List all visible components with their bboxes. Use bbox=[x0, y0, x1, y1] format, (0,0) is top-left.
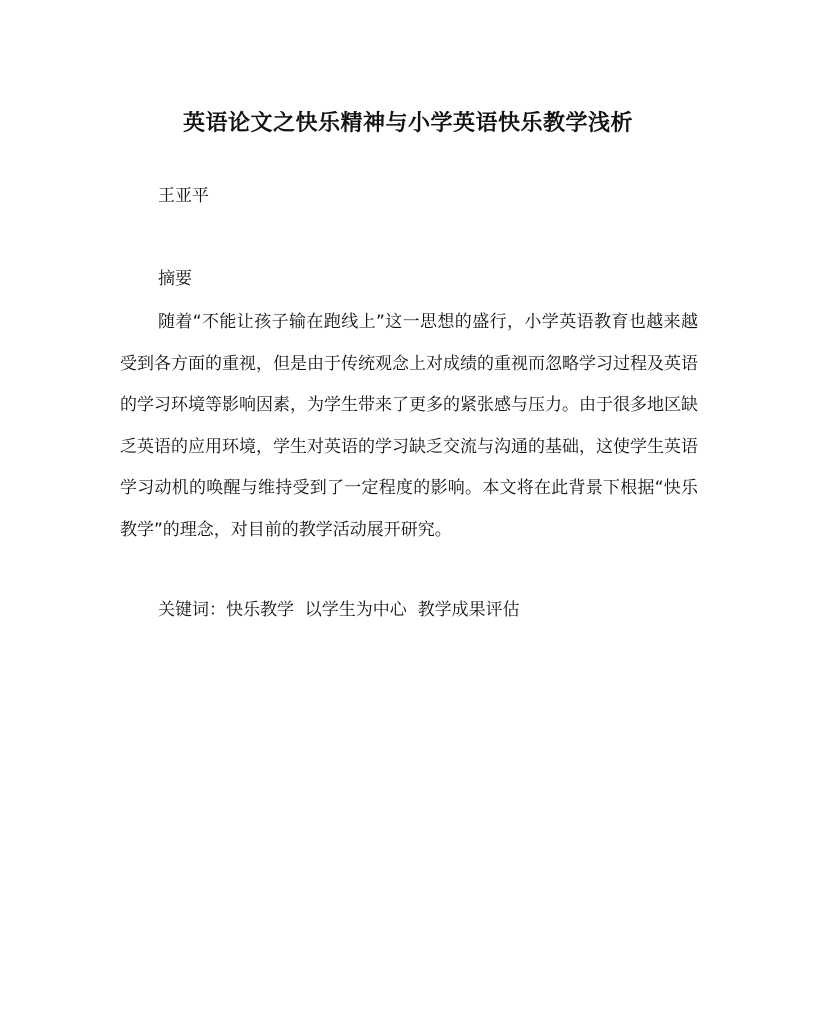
author-name: 王亚平 bbox=[158, 186, 209, 206]
keywords-line: 关键词：快乐教学 以学生为中心 教学成果评估 bbox=[158, 600, 520, 620]
abstract-heading: 摘要 bbox=[158, 269, 192, 289]
paper-title: 英语论文之快乐精神与小学英语快乐教学浅析 bbox=[182, 110, 633, 136]
abstract-body: 随着“不能让孩子输在跑线上”这一思想的盛行，小学英语教育也越来越受到各方面的重视，但是由于传统观念上对成绩的重视而忽略学习过程及英语的学习环境等影响因素，为学生带来了更多的紧张感与压力。由于很多地区缺乏英语的应用环境，学生对英语的学习缺乏交流与沟通的基础，这使学生英语学习动机的唤醒与维持受到了一定程度的影响。本文将在此背景下根据“快乐教学”的理念，对目前的教学活动展开研究。 bbox=[120, 312, 698, 540]
